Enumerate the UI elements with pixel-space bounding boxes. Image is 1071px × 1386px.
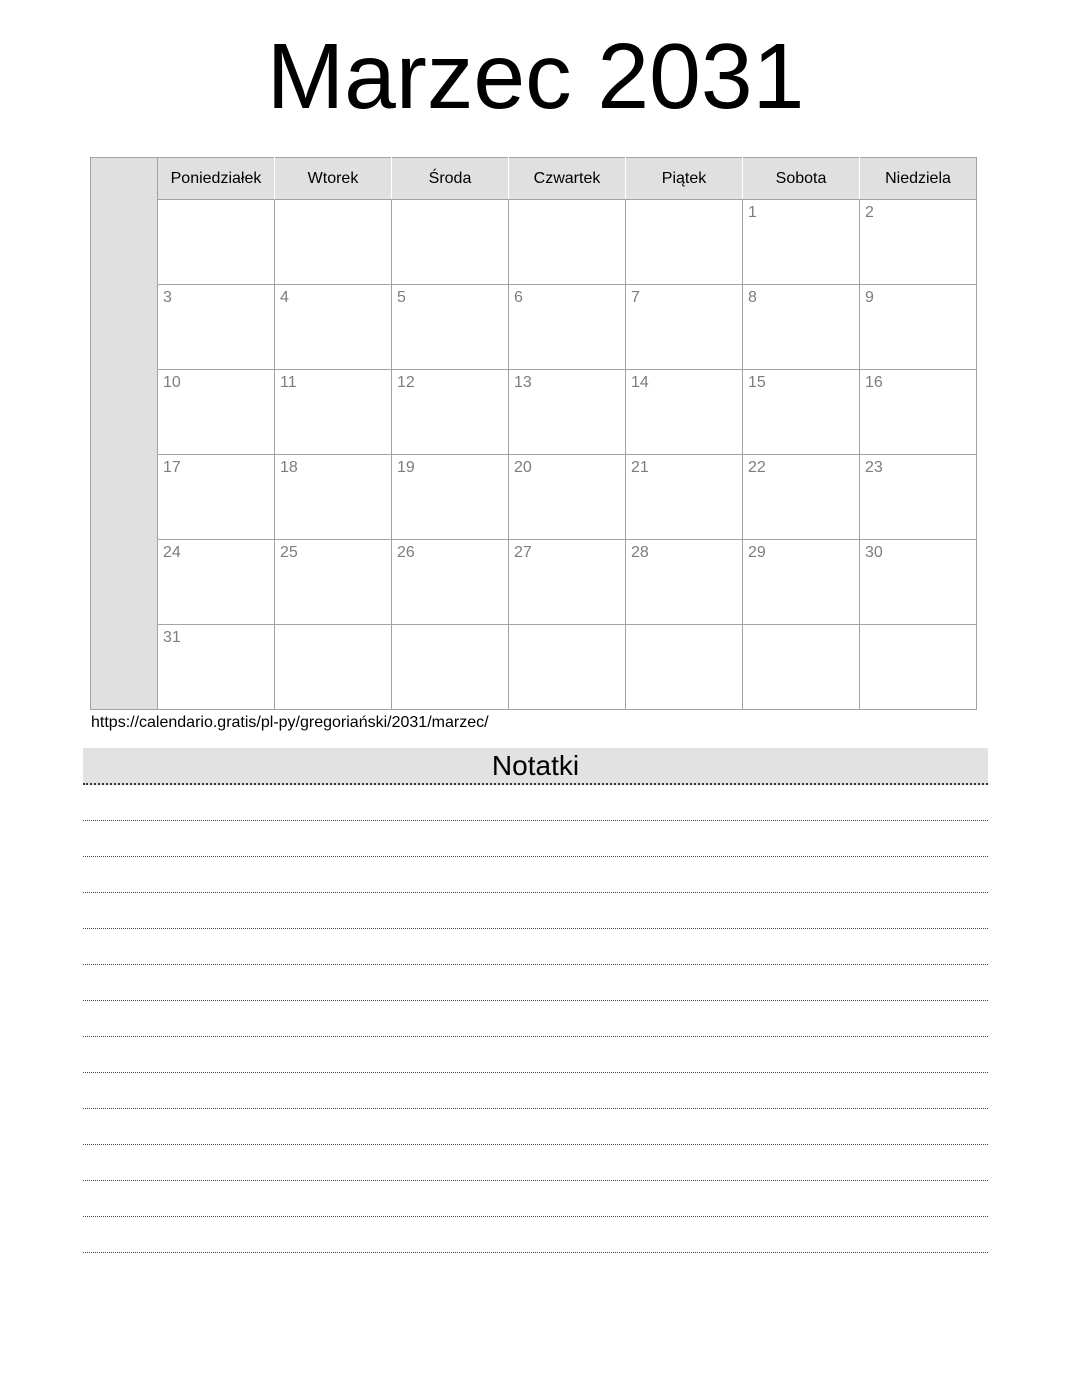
day-number: 25	[280, 544, 298, 561]
notes-title: Notatki	[83, 748, 988, 785]
note-line	[83, 1181, 988, 1217]
calendar-empty-cell	[509, 200, 626, 285]
weekday-header: Środa	[392, 158, 509, 200]
note-line	[83, 893, 988, 929]
day-number: 15	[748, 374, 766, 391]
note-line	[83, 857, 988, 893]
weekday-header-row	[91, 158, 977, 200]
calendar-empty-cell	[392, 200, 509, 285]
note-line	[83, 929, 988, 965]
day-number: 7	[631, 289, 640, 306]
weekday-header: Poniedziałek	[158, 158, 275, 200]
day-number: 28	[631, 544, 649, 561]
day-number: 26	[397, 544, 415, 561]
calendar-day-cell	[392, 370, 509, 455]
note-line	[83, 1037, 988, 1073]
day-number: 9	[865, 289, 874, 306]
calendar-day-cell	[158, 285, 275, 370]
weekday-header: Piątek	[626, 158, 743, 200]
calendar-day-cell	[509, 370, 626, 455]
calendar-week-row	[91, 285, 977, 370]
calendar-day-cell	[626, 455, 743, 540]
day-number: 2	[865, 204, 874, 221]
calendar-day-cell	[860, 455, 977, 540]
calendar-week-row	[91, 625, 977, 710]
calendar-day-cell	[860, 285, 977, 370]
calendar-day-cell	[158, 370, 275, 455]
calendar-day-cell	[275, 370, 392, 455]
day-number: 24	[163, 544, 181, 561]
calendar-empty-cell	[392, 625, 509, 710]
calendar-week-row	[91, 455, 977, 540]
day-number: 29	[748, 544, 766, 561]
day-number: 13	[514, 374, 532, 391]
calendar-day-cell	[509, 285, 626, 370]
note-line	[83, 785, 988, 821]
day-number: 11	[280, 374, 297, 391]
note-line	[83, 1217, 988, 1253]
day-number: 14	[631, 374, 649, 391]
day-number: 20	[514, 459, 532, 476]
day-number: 10	[163, 374, 181, 391]
calendar-day-cell	[860, 200, 977, 285]
calendar-day-cell	[392, 285, 509, 370]
note-line	[83, 1073, 988, 1109]
weekday-header: Czwartek	[509, 158, 626, 200]
day-number: 8	[748, 289, 757, 306]
calendar-day-cell	[158, 455, 275, 540]
calendar-empty-cell	[743, 625, 860, 710]
day-number: 23	[865, 459, 883, 476]
calendar-empty-cell	[275, 200, 392, 285]
page-title: Marzec 2031	[266, 24, 805, 128]
calendar-empty-cell	[626, 200, 743, 285]
calendar-day-cell	[743, 540, 860, 625]
calendar-day-cell	[626, 285, 743, 370]
calendar-day-cell	[743, 370, 860, 455]
note-line	[83, 1145, 988, 1181]
day-number: 30	[865, 544, 883, 561]
day-number: 12	[397, 374, 415, 391]
day-number: 27	[514, 544, 532, 561]
day-number: 31	[163, 629, 181, 646]
calendar-day-cell	[392, 540, 509, 625]
calendar-table	[90, 157, 977, 710]
source-url: https://calendario.gratis/pl-py/gregoriański/2031/marzec/	[91, 714, 489, 731]
calendar-week-row	[91, 200, 977, 285]
calendar-empty-cell	[509, 625, 626, 710]
calendar-day-cell	[743, 455, 860, 540]
calendar-day-cell	[509, 455, 626, 540]
calendar-day-cell	[392, 455, 509, 540]
calendar-day-cell	[743, 200, 860, 285]
day-number: 19	[397, 459, 415, 476]
calendar-week-row	[91, 370, 977, 455]
calendar-day-cell	[509, 540, 626, 625]
calendar-day-cell	[158, 540, 275, 625]
calendar-day-cell	[158, 625, 275, 710]
weekday-header: Niedziela	[860, 158, 977, 200]
calendar-day-cell	[860, 370, 977, 455]
calendar-day-cell	[626, 540, 743, 625]
calendar-week-row	[91, 540, 977, 625]
day-number: 21	[631, 459, 649, 476]
note-line	[83, 1001, 988, 1037]
calendar-left-margin-column	[91, 158, 158, 710]
day-number: 4	[280, 289, 289, 306]
calendar-day-cell	[275, 455, 392, 540]
calendar-empty-cell	[860, 625, 977, 710]
calendar-day-cell	[275, 540, 392, 625]
calendar-day-cell	[860, 540, 977, 625]
day-number: 17	[163, 459, 181, 476]
day-number: 22	[748, 459, 766, 476]
weekday-header: Wtorek	[275, 158, 392, 200]
day-number: 6	[514, 289, 523, 306]
note-line	[83, 965, 988, 1001]
day-number: 3	[163, 289, 172, 306]
calendar-day-cell	[626, 370, 743, 455]
note-lines	[83, 785, 988, 1253]
note-line	[83, 821, 988, 857]
weekday-header: Sobota	[743, 158, 860, 200]
note-line	[83, 1109, 988, 1145]
day-number: 16	[865, 374, 883, 391]
notes-section	[83, 748, 988, 1253]
day-number: 18	[280, 459, 298, 476]
calendar-empty-cell	[275, 625, 392, 710]
day-number: 5	[397, 289, 406, 306]
calendar-day-cell	[743, 285, 860, 370]
calendar-day-cell	[275, 285, 392, 370]
day-number: 1	[748, 204, 757, 221]
calendar-empty-cell	[158, 200, 275, 285]
calendar-empty-cell	[626, 625, 743, 710]
